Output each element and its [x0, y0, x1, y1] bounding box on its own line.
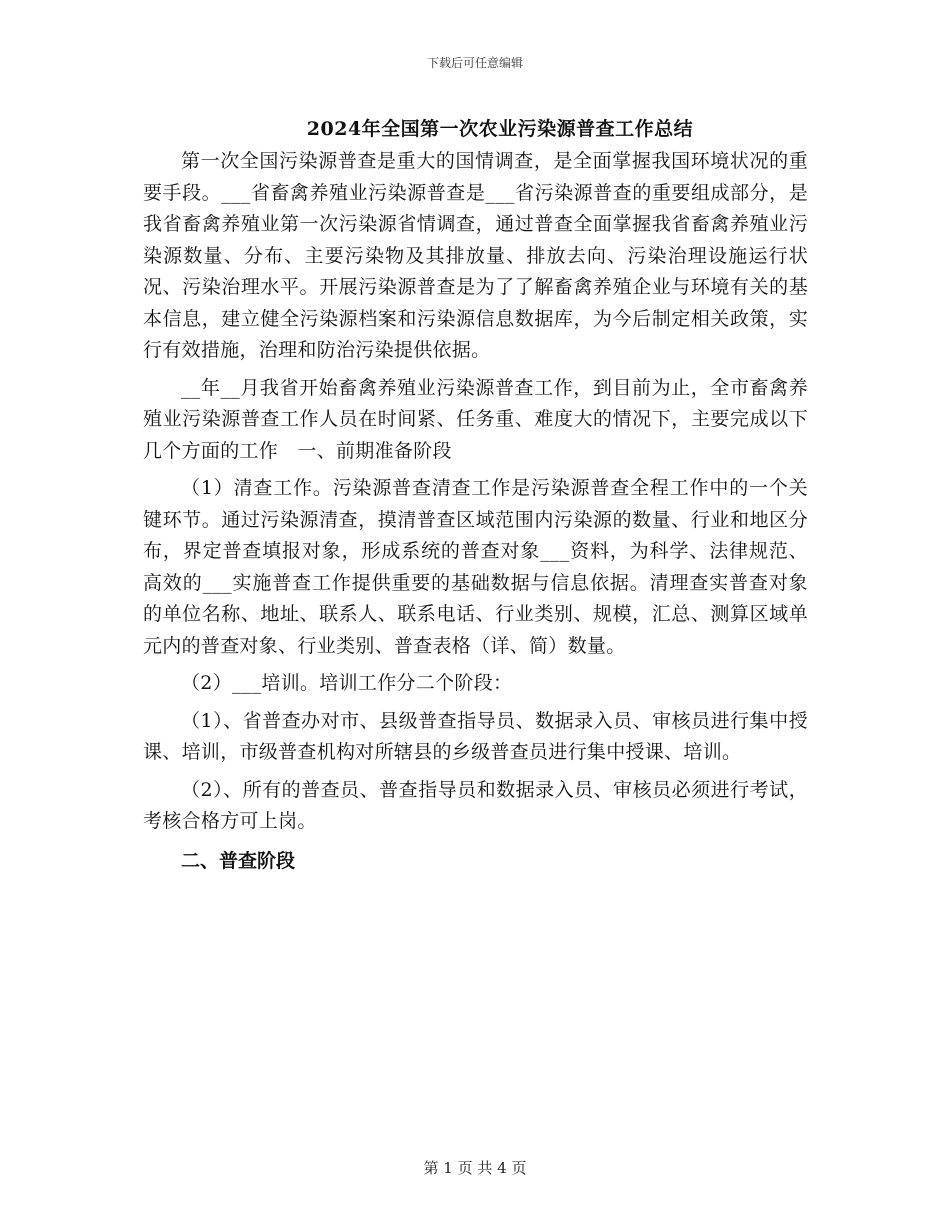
- paragraph-progress: __年__月我省开始畜禽养殖业污染源普查工作，到目前为止，全市畜禽养殖业污染源普查工作人员在时间紧、任务重、难度大的情况下，主要完成以下几个方面的工作 一、前期准备阶段: [143, 376, 808, 462]
- paragraph-intro: 第一次全国污染源普查是重大的国情调查，是全面掌握我国环境状况的重要手段。___省畜禽养殖业污染源普查是___省污染源普查的重要组成部分，是我省畜禽养殖业第一次污染源省情调查，通过普查全面掌握我省畜禽养殖业污染源数量、分布、主要污染物及其排放量、排放去向、污染治理设施运行状况、污染治理水平。开展污染源普查是为了了解畜禽养殖企业与环境有关的基本信息，建立健全污染源档案和污染源信息数据库，为今后制定相关政策，实行有效措施，治理和防治污染提供依据。: [143, 150, 808, 361]
- header-note: 下载后可任意编辑: [426, 56, 523, 70]
- document-body: [143, 146, 808, 877]
- section-heading: 二、普查阶段: [181, 849, 296, 872]
- document-title: 2024年全国第一次农业污染源普查工作总结: [306, 118, 694, 140]
- paragraph-training-stage-2: （2）、所有的普查员、普查指导员和数据录入员、审核员必须进行考试，考核合格方可上岗。: [143, 778, 808, 832]
- paragraph-training-stage-1: （1）、省普查办对市、县级普查指导员、数据录入员、审核员进行集中授课、培训，市级普查机构对所辖县的乡级普查员进行集中授课、培训。: [143, 709, 808, 763]
- paragraph-inventory: （1）清查工作。污染源普查清查工作是污染源普查全程工作中的一个关键环节。通过污染源清查，摸清普查区域范围内污染源的数量、行业和地区分布，界定普查填报对象，形成系统的普查对象___资料，为科学、法律规范、高效的___实施普查工作提供重要的基础数据与信息依据。清理查实普查对象的单位名称、地址、联系人、联系电话、行业类别、规模，汇总、测算区域单元内的普查对象、行业类别、普查表格（详、简）数量。: [143, 477, 808, 657]
- page-footer: 第 1 页 共 4 页: [423, 1159, 527, 1177]
- paragraph-training: （2）___培训。培训工作分二个阶段：: [181, 672, 513, 694]
